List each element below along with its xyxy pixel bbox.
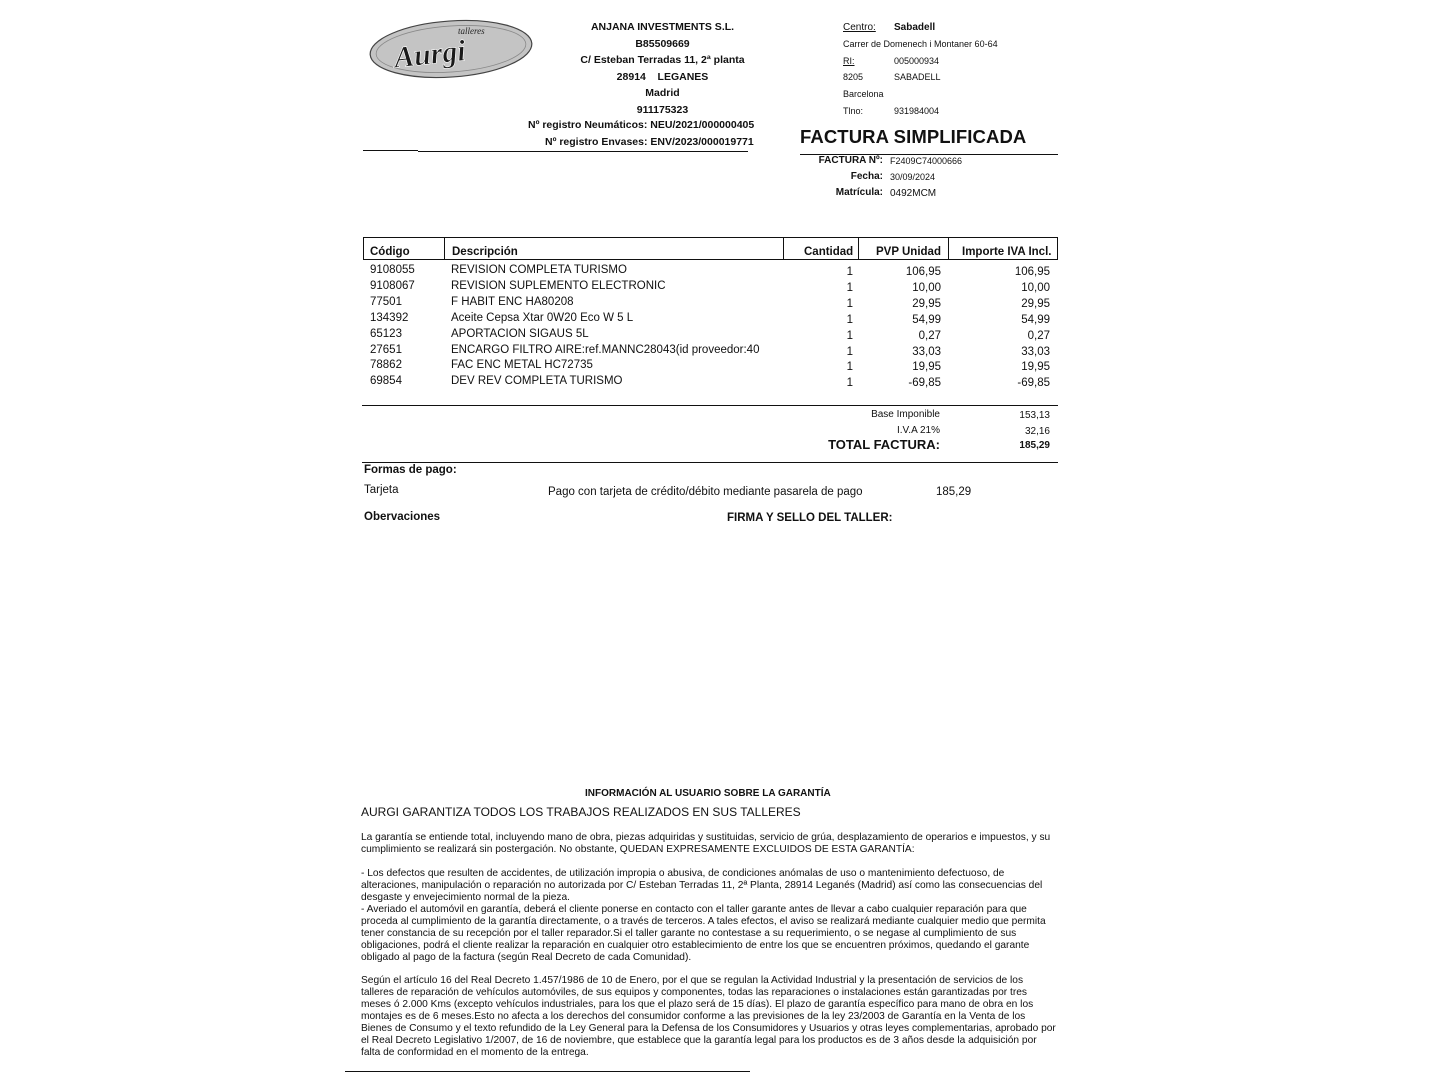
cell-amount: 54,99: [1021, 313, 1050, 326]
iva-label: I.V.A 21%: [897, 425, 940, 436]
cell-qty: 1: [846, 345, 853, 358]
cell-code: 65123: [370, 327, 402, 340]
cell-amount: 29,95: [1021, 297, 1050, 310]
reg-neumaticos-value: NEU/2021/000000405: [650, 119, 755, 131]
cell-qty: 1: [846, 361, 853, 374]
cell-description: REVISION COMPLETA TURISMO: [451, 264, 627, 276]
cell-description: REVISION SUPLEMENTO ELECTRONIC: [451, 279, 666, 292]
invoice-date: 30/09/2024: [890, 172, 936, 182]
payment-method: Tarjeta: [364, 484, 399, 496]
centro-province: Barcelona: [843, 89, 884, 99]
company-phone: 911175323: [636, 104, 689, 116]
cell-description: Aceite Cepsa Xtar 0W20 Eco W 5 L: [451, 311, 634, 324]
warranty-title: INFORMACIÓN AL USUARIO SOBRE LA GARANTÍA: [585, 788, 831, 799]
base-label: Base Imponible: [871, 409, 940, 420]
warranty-paragraph-1: La garantía se entiende total, incluyendo mano de obra, piezas adquiridas y sustituidas, servicio de grúa, desplazamiento de operarios e impuestos, y su cumplimiento se realizará sin postergación. No obstante, QUEDAN EXPRESAMENTE EXCLUIDOS DE ESTA GARANTÍA:: [361, 832, 1051, 855]
cell-code: 78862: [370, 359, 402, 372]
payment-title: Formas de pago:: [364, 464, 457, 476]
invoice-number-label: FACTURA Nº:: [818, 155, 883, 166]
cell-qty: 1: [846, 281, 853, 294]
observations-label: Obervaciones: [364, 511, 441, 523]
centro-label: Centro:: [843, 22, 876, 33]
totals-rule: [362, 462, 1058, 463]
divider-left: [363, 150, 418, 151]
col-header-unit-price: PVP Unidad: [876, 246, 941, 258]
logo-brand: Aurgi: [392, 34, 468, 75]
centro-tel-value: 931984004: [894, 106, 940, 116]
company-postal-city: [480, 69, 845, 86]
col-header-amount: Importe IVA Incl.: [962, 246, 1052, 258]
cell-unit-price: 54,99: [912, 313, 941, 326]
company-name: ANJANA INVESTMENTS S.L.: [590, 21, 735, 33]
cell-code: 27651: [370, 343, 402, 356]
warranty-paragraph-3: - Averiado el automóvil en garantía, deberá el cliente ponerse en contacto con el taller garante antes de llevar a cabo cualquier reparación para que proceda al cumplimiento de la garantía directamente, o a través de terceros. A tales efectos, el aviso se realizará mediante cualquier medio que permita tener constancia de su recepción por el taller reparador.Si el taller garante no contestase a su requerimiento, o se negase al cumplimiento de sus obligaciones, podrá el cliente realizar la reparación en cualquier otro establecimiento de entre los que se encuentren próximos, quedando el garante obligado al pago de la factura (según Real Decreto de cada Comunidad).: [361, 904, 1046, 963]
company-address: C/ Esteban Terradas 11, 2ª planta: [580, 54, 745, 66]
warranty-paragraph-2: - Los defectos que resulten de accidentes, de utilización impropia o abusiva, de condiciones anómalas de uso o mantenimiento defectuoso, de alteraciones, manipulación o reparación no autorizada por C/ Esteban Terradas 11, 2ª Planta, 28914 Leganés (Madrid) así como las consecuencias del desgaste y envejecimiento normal de la pieza.: [361, 868, 1043, 903]
cell-amount: -69,85: [1017, 377, 1050, 390]
col-header-description: Descripción: [452, 246, 518, 258]
table-bottom-rule: [362, 405, 1058, 406]
cell-unit-price: 19,95: [912, 361, 941, 374]
centro-ri-label: RI:: [843, 56, 855, 66]
base-value: 153,13: [1019, 410, 1050, 421]
warranty-paragraph-4: Según el artículo 16 del Real Decreto 1.457/1986 de 10 de Enero, por el que se regulan la Actividad Industrial y la presentación de servicios de los talleres de reparación de vehículos automóviles, de sus equipos y componentes, todas las reparaciones o instalaciones están garantizadas por tres meses ó 2.000 Kms (excepto vehículos industriales, para los que el plazo será de 15 días). El plazo de garantía específico para mano de obra en los montajes es de 6 meses.Esto no afecta a los derechos del consumidor conforme a las previsiones de la ley 23/2003 de Garantía en la Venta de los Bienes de Consumo y el texto refundido de la Ley General para la Defensa de los Consumidores y Usuarios y otras leyes complementarias, aprobado por el Real Decreto Legislativo 1/2007, de 16 de noviembre, que establece que la garantía legal para los productos es de 3 años desde la adquisición por falta de conformidad en el momento de la entrega.: [361, 975, 1056, 1058]
cell-qty: 1: [846, 329, 853, 342]
centro-ri-value: 005000934: [894, 56, 940, 66]
total-value: 185,29: [1019, 440, 1050, 451]
document-title: FACTURA SIMPLIFICADA: [800, 126, 1027, 147]
warranty-subtitle: AURGI GARANTIZA TODOS LOS TRABAJOS REALIZADOS EN SUS TALLERES: [361, 805, 801, 819]
cell-amount: 106,95: [1014, 266, 1050, 278]
footer-rule: [345, 1071, 750, 1072]
cell-code: 77501: [370, 295, 402, 308]
payment-description: Pago con tarjeta de crédito/débito mediante pasarela de pago: [548, 486, 863, 498]
cell-qty: 1: [846, 313, 853, 326]
col-separator: [858, 238, 859, 259]
cell-unit-price: -69,85: [908, 377, 941, 390]
invoice-number: F2409C74000666: [890, 156, 963, 166]
cell-amount: 19,95: [1021, 361, 1050, 374]
centro-name: Sabadell: [894, 22, 936, 33]
col-separator: [783, 238, 784, 259]
cell-qty: 1: [846, 266, 853, 278]
cell-unit-price: 106,95: [905, 266, 941, 278]
divider-left-b: [418, 151, 748, 152]
centro-city: SABADELL: [894, 72, 941, 82]
cell-amount: 33,03: [1021, 345, 1050, 358]
cell-code: 9108067: [370, 279, 415, 292]
company-province: Madrid: [645, 87, 680, 99]
invoice-plate-label: Matrícula:: [835, 187, 883, 198]
cell-description: APORTACION SIGAUS 5L: [451, 327, 589, 340]
logo-tagline: talleres: [458, 26, 485, 36]
invoice-date-label: Fecha:: [850, 171, 883, 182]
centro-tel-label: Tlno:: [843, 106, 864, 116]
cell-amount: 0,27: [1027, 329, 1050, 342]
iva-value: 32,16: [1024, 426, 1050, 437]
cell-qty: 1: [846, 377, 853, 390]
invoice-plate: 0492MCM: [890, 188, 937, 199]
signature-label: FIRMA Y SELLO DEL TALLER:: [727, 512, 893, 524]
cell-amount: 10,00: [1021, 281, 1050, 294]
company-cif: B85509669: [635, 38, 690, 50]
cell-description: FAC ENC METAL HC72735: [451, 359, 593, 372]
col-header-code: Código: [370, 246, 410, 258]
cell-unit-price: 29,95: [912, 297, 941, 310]
cell-unit-price: 10,00: [912, 281, 941, 294]
reg-envases-label: Nº registro Envases:: [545, 136, 648, 148]
items-table-header: [363, 237, 1058, 260]
reg-envases: [545, 136, 754, 148]
cell-description: ENCARGO FILTRO AIRE:ref.MANNC28043(id proveedor:40: [451, 343, 760, 356]
centro-postal: 8205: [843, 72, 864, 82]
company-postal: 28914: [616, 71, 646, 83]
total-label: TOTAL FACTURA:: [828, 437, 940, 452]
centro-address: Carrer de Domenech i Montaner 60-64: [843, 39, 998, 49]
cell-description: F HABIT ENC HA80208: [451, 295, 574, 308]
cell-code: 9108055: [370, 264, 415, 276]
reg-neumaticos-label: Nº registro Neumáticos:: [528, 119, 648, 131]
payment-amount: 185,29: [936, 486, 972, 498]
col-header-qty: Cantidad: [804, 246, 854, 258]
col-separator: [948, 238, 949, 259]
cell-unit-price: 33,03: [912, 345, 941, 358]
cell-qty: 1: [846, 297, 853, 310]
cell-unit-price: 0,27: [918, 329, 941, 342]
reg-envases-value: ENV/2023/000019771: [650, 136, 754, 148]
reg-neumaticos: [528, 119, 754, 131]
cell-description: DEV REV COMPLETA TURISMO: [451, 375, 623, 388]
cell-code: 69854: [370, 375, 402, 388]
company-city: LEGANES: [657, 71, 709, 83]
col-separator: [444, 238, 445, 259]
cell-code: 134392: [370, 311, 409, 324]
